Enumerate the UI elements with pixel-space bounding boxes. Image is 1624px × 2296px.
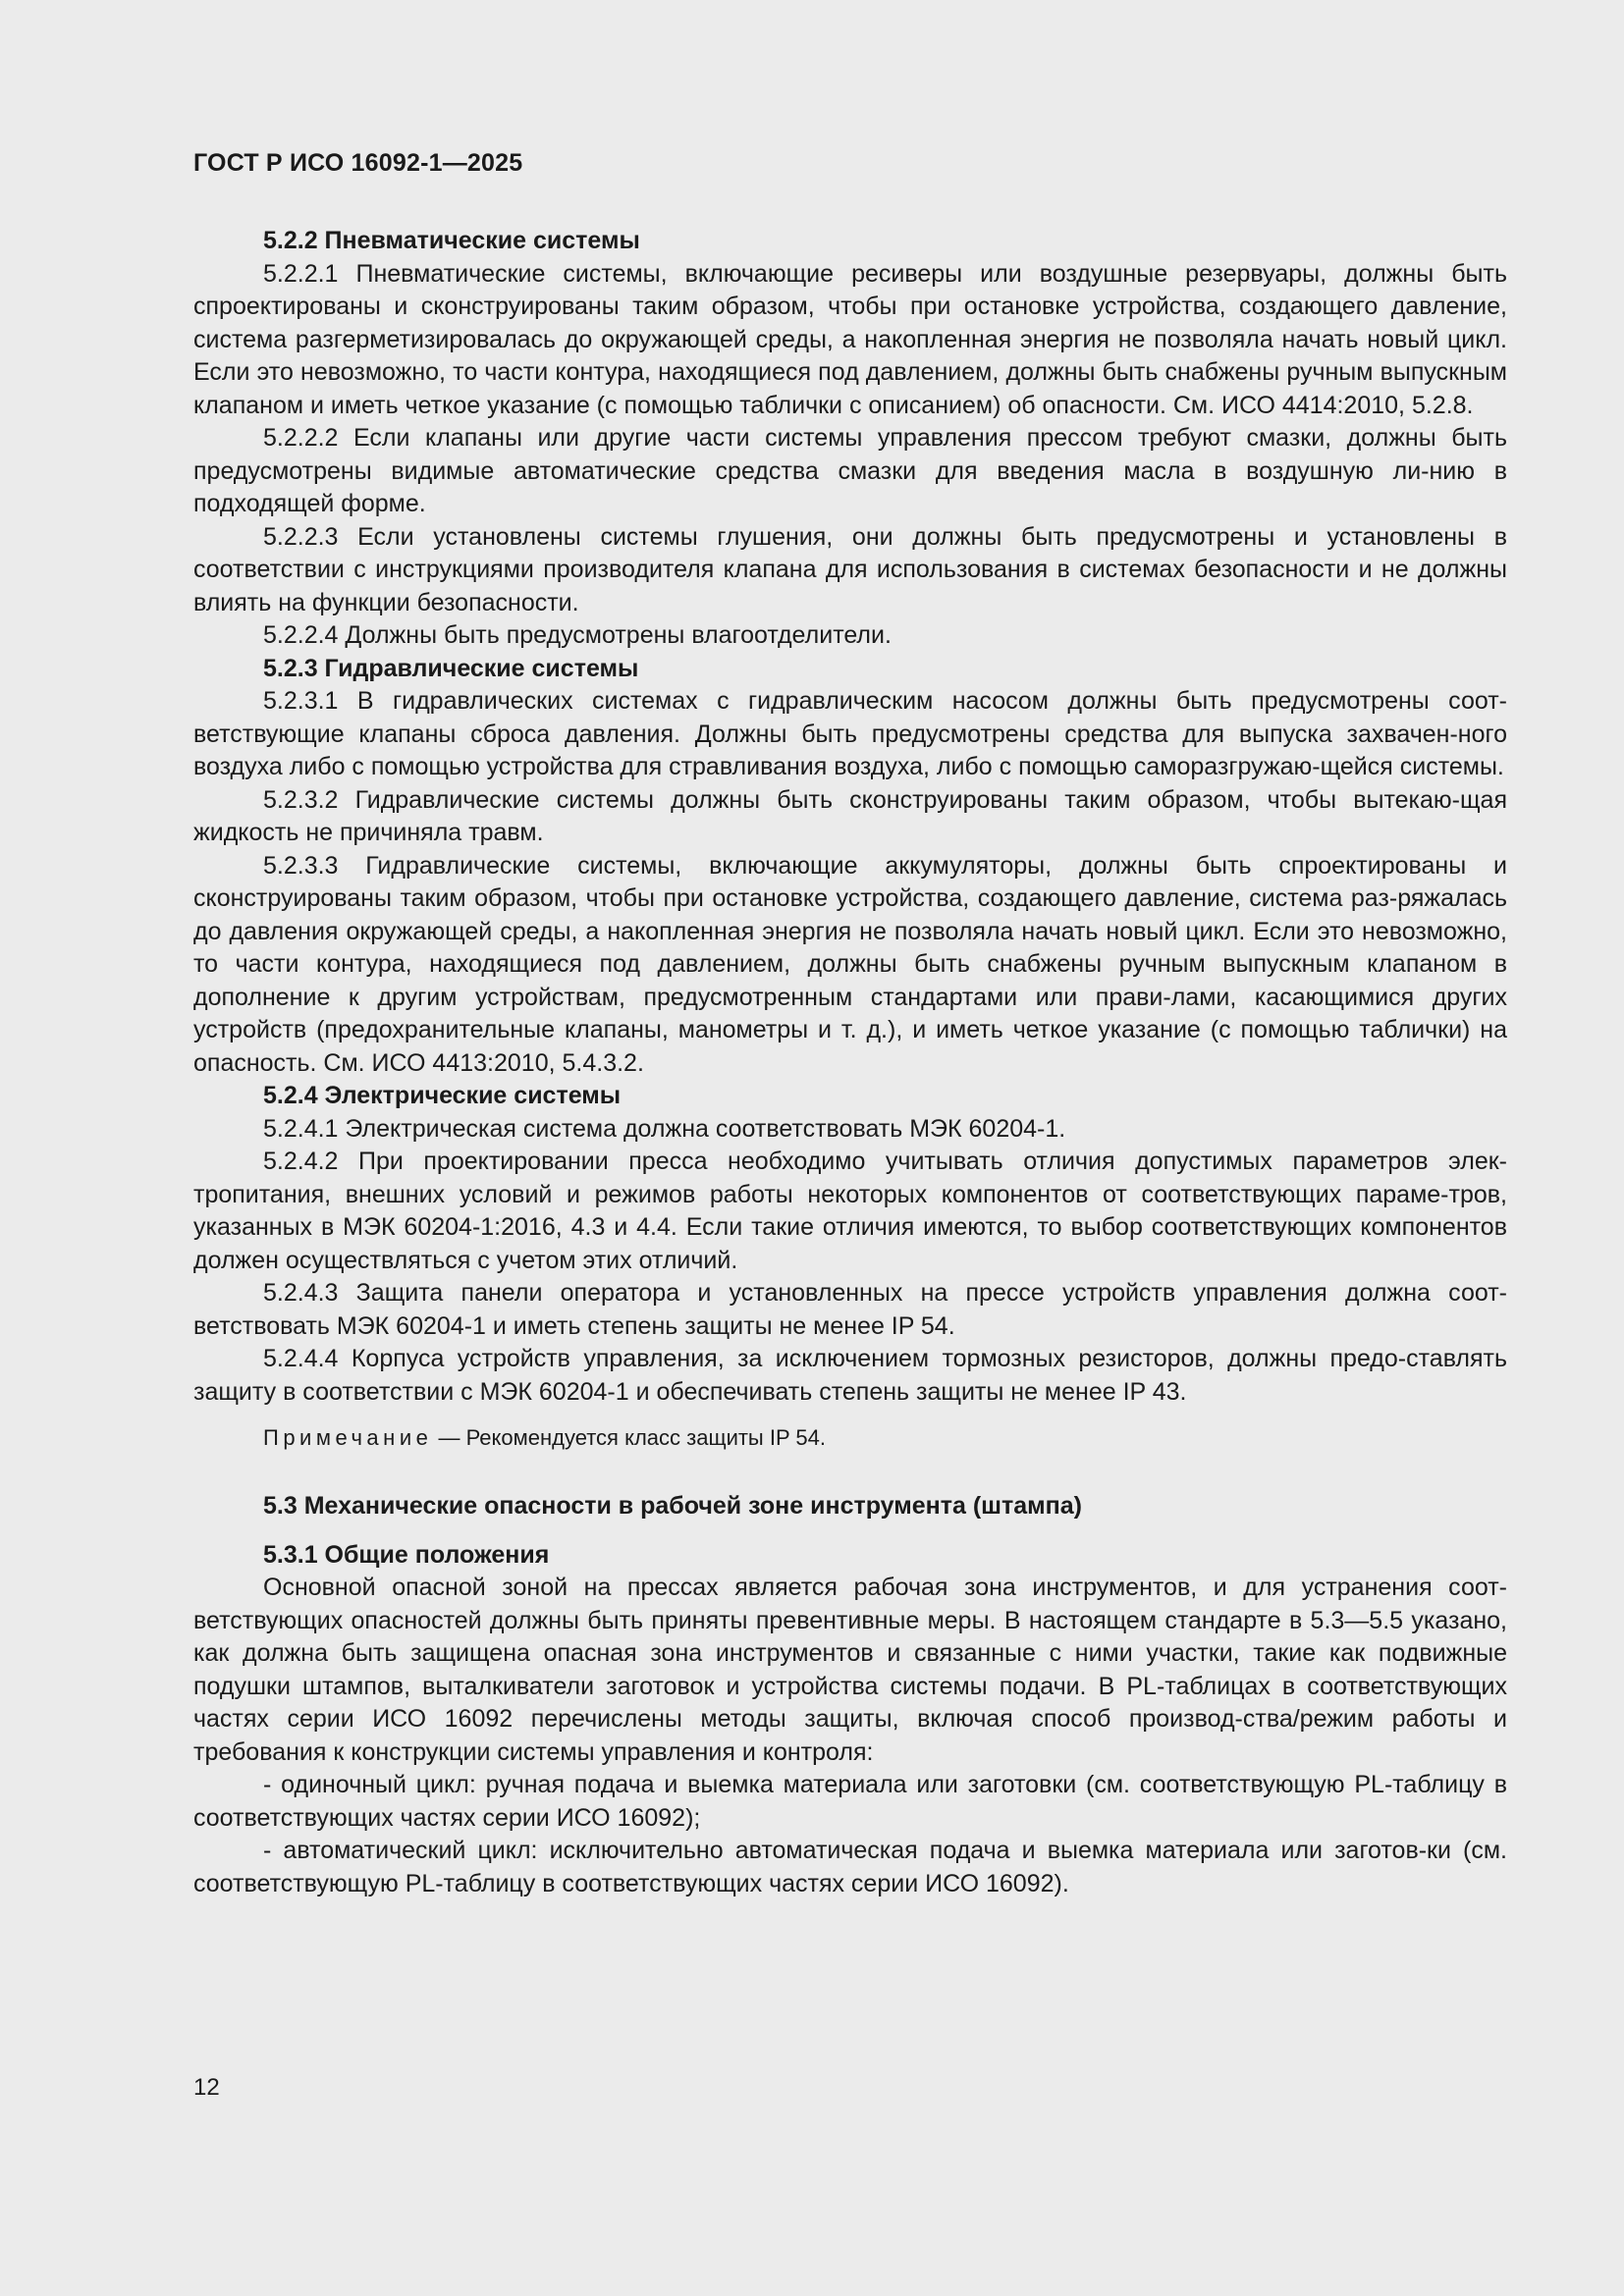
- page-number: 12: [193, 2074, 220, 2101]
- note: [193, 1423, 1507, 1453]
- paragraph-5-2-4-1: 5.2.4.1 Электрическая система должна соответствовать МЭК 60204-1.: [263, 1114, 1066, 1143]
- paragraph-5-2-4-4: 5.2.4.4 Корпуса устройств управления, за исключением тормозных резисторов, должны предо-ставлять защиту в соответствии с МЭК 60204-1 и обеспечивать степень защиты не менее IP 43.: [193, 1345, 1507, 1406]
- paragraph-5-2-3-3: 5.2.3.3 Гидравлические системы, включающие аккумуляторы, должны быть спроектированы и сконструированы таким образом, чтобы при остановке устройства, создающего давление, система раз-ряжалась до давления окружающей среды, а накопленная энергия не позволяла начать новый цикл. Если это невозможно, то части контура, находящиеся под давлением, должны быть снабжены ручным выпускным клапаном в дополнение к другим устройствам, предусмотренным стандартами или прави-лами, касающимися других устройств (предохранительные клапаны, манометры и т. д.), и иметь четкое указание (с помощью таблички) на опасность. См. ИСО 4413:2010, 5.4.3.2.: [193, 851, 1507, 1077]
- heading-5-2-2: 5.2.2 Пневматические системы: [263, 227, 640, 254]
- paragraph-5-2-2-3: 5.2.2.3 Если установлены системы глушения, они должны быть предусмотрены и установлены в соответствии с инструкциями производителя клапана для использования в системах безопасности и не должны влиять на функции безопасности.: [193, 522, 1507, 616]
- note-text: Рекомендуется класс защиты IP 54.: [465, 1425, 826, 1450]
- list-item-automatic-cycle: - автоматический цикл: исключительно автоматическая подача и выемка материала или заготов-ки (см. соответствующую PL-таблицу в соответствующих частях серии ИСО 16092).: [193, 1837, 1507, 1897]
- heading-5-3-1: 5.3.1 Общие положения: [263, 1540, 550, 1569]
- heading-5-2-3: 5.2.3 Гидравлические системы: [263, 654, 639, 682]
- paragraph-5-2-4-3: 5.2.4.3 Защита панели оператора и установленных на прессе устройств управления должна соот-ветствовать МЭК 60204-1 и иметь степень защиты не менее IP 54.: [193, 1279, 1507, 1340]
- paragraph-5-2-2-1: 5.2.2.1 Пневматические системы, включающие ресиверы или воздушные резервуары, должны быть спроектированы и сконструированы таким образом, чтобы при остановке устройства, создающего давление, система разгерметизировалась до окружающей среды, а накопленная энергия не позволяла начать новый цикл. Если это невозможно, то части контура, находящиеся под давлением, должны быть снабжены ручным выпускным клапаном и иметь четкое указание (с помощью таблички с описанием) об опасности. См. ИСО 4414:2010, 5.2.8.: [193, 259, 1507, 419]
- paragraph-5-2-2-2: 5.2.2.2 Если клапаны или другие части системы управления прессом требуют смазки, должны быть предусмотрены видимые автоматические средства смазки для введения масла в воздушную ли-нию в подходящей форме.: [193, 424, 1507, 517]
- paragraph-5-2-3-1: 5.2.3.1 В гидравлических системах с гидравлическим насосом должны быть предусмотрены соот-ветствующие клапаны сброса давления. Должны быть предусмотрены средства для выпуска захвачен-ного воздуха либо с помощью устройства для стравливания воздуха, либо с помощью саморазгружаю-щейся системы.: [193, 687, 1507, 780]
- paragraph-5-2-2-4: 5.2.2.4 Должны быть предусмотрены влагоотделители.: [263, 621, 892, 649]
- paragraph-5-2-4-2: 5.2.4.2 При проектировании пресса необходимо учитывать отличия допустимых параметров элек-тропитания, внешних условий и режимов работы некоторых компонентов от соответствующих параме-тров, указанных в МЭК 60204-1:2016, 4.3 и 4.4. Если такие отличия имеются, то выбор соответствующих компонентов должен осуществляться с учетом этих отличий.: [193, 1148, 1507, 1274]
- heading-5-2-4: 5.2.4 Электрические системы: [263, 1082, 622, 1109]
- list-item-single-cycle: - одиночный цикл: ручная подача и выемка материала или заготовки (см. соответствующую PL-таблицу в соответствующих частях серии ИСО 16092);: [193, 1771, 1507, 1832]
- document-header: ГОСТ Р ИСО 16092-1—2025: [193, 149, 523, 177]
- paragraph-5-3-1: Основной опасной зоной на прессах является рабочая зона инструментов, и для устранения соот-ветствующих опасностей должны быть приняты превентивные меры. В настоящем стандарте в 5.3—5.5 указано, как должна быть защищена опасная зона инструментов и связанные с ними участки, такие как подвижные подушки штампов, выталкиватели заготовок и устройства системы подачи. В PL-таблицах в соответствующих частях серии ИСО 16092 перечислены методы защиты, включая способ производ-ства/режим работы и требования к конструкции системы управления и контроля:: [193, 1574, 1507, 1766]
- note-dash: —: [432, 1425, 466, 1450]
- page-body: [193, 225, 1507, 1900]
- heading-5-3: 5.3 Механические опасности в рабочей зоне инструмента (штампа): [263, 1492, 1082, 1520]
- note-label: Примечание: [263, 1425, 433, 1450]
- paragraph-5-2-3-2: 5.2.3.2 Гидравлические системы должны быть сконструированы таким образом, чтобы вытекаю-щая жидкость не причиняла травм.: [193, 785, 1507, 846]
